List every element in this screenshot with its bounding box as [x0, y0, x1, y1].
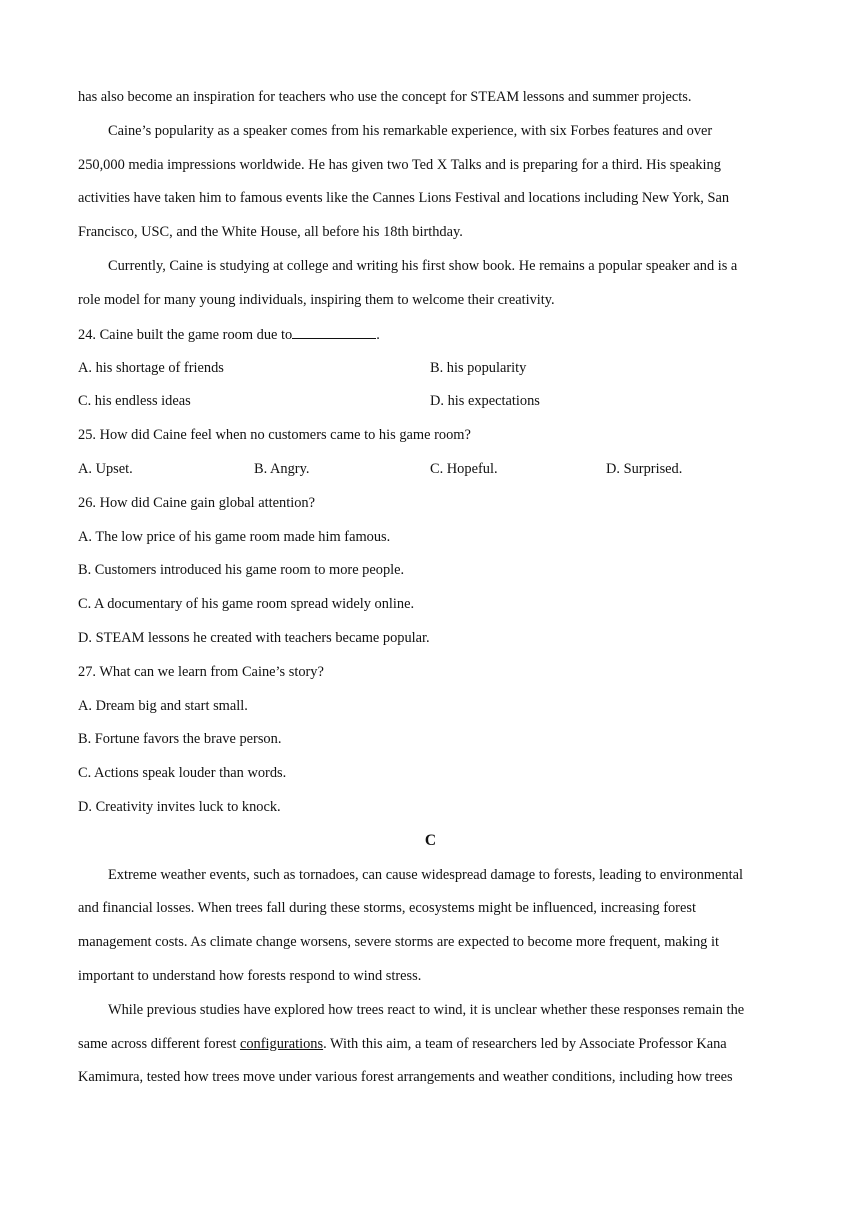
- question-26-option-b: B. Customers introduced his game room to more people.: [78, 562, 405, 578]
- question-24-option-b: B. his popularity: [430, 360, 527, 376]
- question-27-option-c: C. Actions speak louder than words.: [78, 765, 287, 781]
- question-26-option-a: A. The low price of his game room made him famous.: [78, 529, 391, 545]
- question-25-stem: 25. How did Caine feel when no customers came to his game room?: [78, 427, 471, 443]
- question-27-option-d: D. Creativity invites luck to knock.: [78, 799, 281, 815]
- question-stem-end: .: [376, 327, 380, 343]
- passage-b-line: 250,000 media impressions worldwide. He has given two Ted X Talks and is preparing for a third. His speaking: [78, 157, 721, 173]
- question-24-option-d: D. his expectations: [430, 393, 540, 409]
- passage-b-line: Currently, Caine is studying at college and writing his first show book. He remains a popular speaker and is a: [108, 258, 738, 274]
- question-27-option-a: A. Dream big and start small.: [78, 698, 248, 714]
- question-25-option-d: D. Surprised.: [606, 461, 683, 477]
- passage-b-line: Caine’s popularity as a speaker comes from his remarkable experience, with six Forbes features and over: [108, 123, 713, 139]
- question-26-option-d: D. STEAM lessons he created with teachers became popular.: [78, 630, 430, 646]
- passage-c-line: [78, 1035, 727, 1053]
- question-stem-text: 24. Caine built the game room due to: [78, 327, 293, 343]
- passage-c-line: and financial losses. When trees fall during these storms, ecosystems might be influenced, increasing forest: [78, 900, 696, 916]
- passage-b-line: has also become an inspiration for teachers who use the concept for STEAM lessons and summer projects.: [78, 89, 692, 105]
- question-24-option-c: C. his endless ideas: [78, 393, 191, 409]
- question-25-option-a: A. Upset.: [78, 461, 133, 477]
- passage-c-line: Kamimura, tested how trees move under various forest arrangements and weather conditions, including how trees: [78, 1069, 733, 1085]
- question-27-option-b: B. Fortune favors the brave person.: [78, 731, 282, 747]
- section-heading-c: C: [424, 832, 437, 849]
- passage-b-line: Francisco, USC, and the White House, all before his 18th birthday.: [78, 224, 463, 240]
- passage-c-line: important to understand how forests respond to wind stress.: [78, 968, 422, 984]
- question-24-option-a: A. his shortage of friends: [78, 360, 224, 376]
- question-26-option-c: C. A documentary of his game room spread widely online.: [78, 596, 415, 612]
- passage-c-text: same across different forest: [78, 1036, 240, 1052]
- answer-blank: [292, 325, 376, 339]
- passage-b-line: role model for many young individuals, inspiring them to welcome their creativity.: [78, 292, 555, 308]
- underlined-word: configurations: [239, 1036, 324, 1052]
- passage-c-line: Extreme weather events, such as tornadoes, can cause widespread damage to forests, leading to environmental: [108, 867, 743, 883]
- passage-c-text: . With this aim, a team of researchers led by Associate Professor Kana: [323, 1036, 727, 1052]
- passage-c-line: While previous studies have explored how trees react to wind, it is unclear whether these responses remain the: [108, 1002, 745, 1018]
- question-25-option-b: B. Angry.: [254, 461, 310, 477]
- passage-c-line: management costs. As climate change worsens, severe storms are expected to become more frequent, making it: [78, 934, 719, 950]
- question-27-stem: 27. What can we learn from Caine’s story?: [78, 664, 324, 680]
- question-24-stem: [78, 325, 380, 344]
- question-25-option-c: C. Hopeful.: [430, 461, 498, 477]
- passage-b-line: activities have taken him to famous events like the Cannes Lions Festival and locations including New York, San: [78, 190, 730, 206]
- question-26-stem: 26. How did Caine gain global attention?: [78, 495, 315, 511]
